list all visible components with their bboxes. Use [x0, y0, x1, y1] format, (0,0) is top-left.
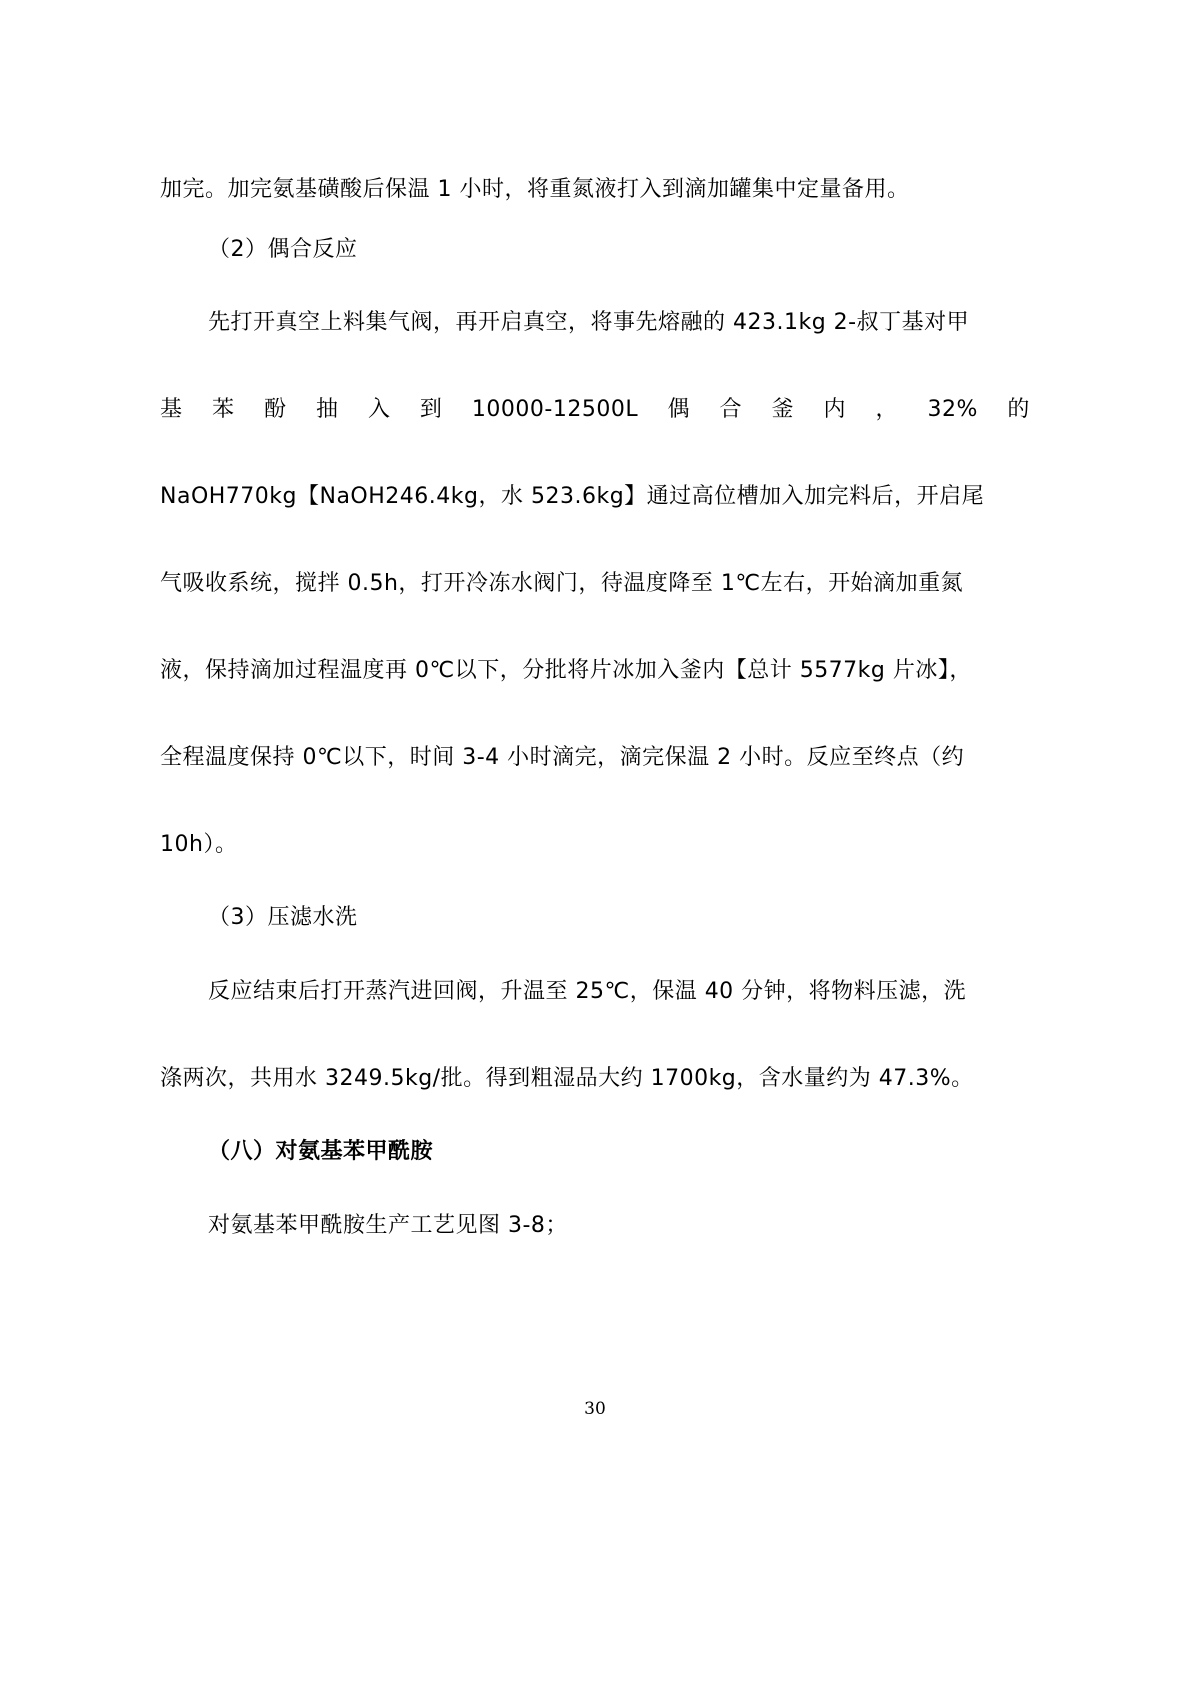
text-segment: 酚 [263, 397, 287, 422]
paragraph-line: 涤两次，共用水 3249.5kg/批。得到粗湿品大约 1700kg，含水量约为 47.3%。 [160, 1066, 974, 1091]
section-heading-coupling-reaction: （2）偶合反应 [208, 237, 358, 262]
paragraph-line: 全程温度保持 0℃以下，时间 3-4 小时滴完，滴完保温 2 小时。反应至终点（约 [160, 745, 965, 770]
text-segment: 偶 [667, 397, 691, 422]
section-heading-filter-press-washing: （3）压滤水洗 [208, 905, 358, 930]
text-segment: 基 [160, 397, 183, 422]
text-segment: 的 [1007, 397, 1030, 422]
text-segment: 苯 [211, 397, 235, 422]
paragraph-line: 加完。加完氨基磺酸后保温 1 小时，将重氮液打入到滴加罐集中定量备用。 [160, 177, 910, 202]
page-number: 30 [584, 1399, 606, 1419]
text-segment: 入 [367, 397, 391, 422]
paragraph-line: NaOH770kg【NaOH246.4kg，水 523.6kg】通过高位槽加入加完料后，开启尾 [160, 484, 985, 509]
paragraph-line: 对氨基苯甲酰胺生产工艺见图 3-8； [208, 1213, 568, 1238]
paragraph-line: 先打开真空上料集气阀，再开启真空，将事先熔融的 423.1kg 2-叔丁基对甲 [208, 310, 970, 335]
text-segment: 32% [927, 397, 978, 422]
paragraph-line: 10h）。 [160, 832, 238, 857]
justified-paragraph-line [160, 395, 1030, 425]
text-segment: 10000-12500L [471, 397, 639, 422]
text-segment: 合 [719, 397, 743, 422]
paragraph-line: 液，保持滴加过程温度再 0℃以下，分批将片冰加入釜内【总计 5577kg 片冰】， [160, 658, 972, 683]
text-segment: ， [875, 397, 898, 422]
paragraph-line: 反应结束后打开蒸汽进回阀，升温至 25℃，保温 40 分钟，将物料压滤，洗 [208, 979, 967, 1004]
text-segment: 到 [419, 397, 443, 422]
text-segment: 釜 [771, 397, 795, 422]
text-segment: 内 [823, 397, 847, 422]
paragraph-line: 气吸收系统，搅拌 0.5h，打开冷冻水阀门，待温度降至 1℃左右，开始滴加重氮 [160, 571, 964, 596]
section-heading-p-aminobenzamide: （八）对氨基苯甲酰胺 [208, 1139, 434, 1164]
text-segment: 抽 [315, 397, 339, 422]
